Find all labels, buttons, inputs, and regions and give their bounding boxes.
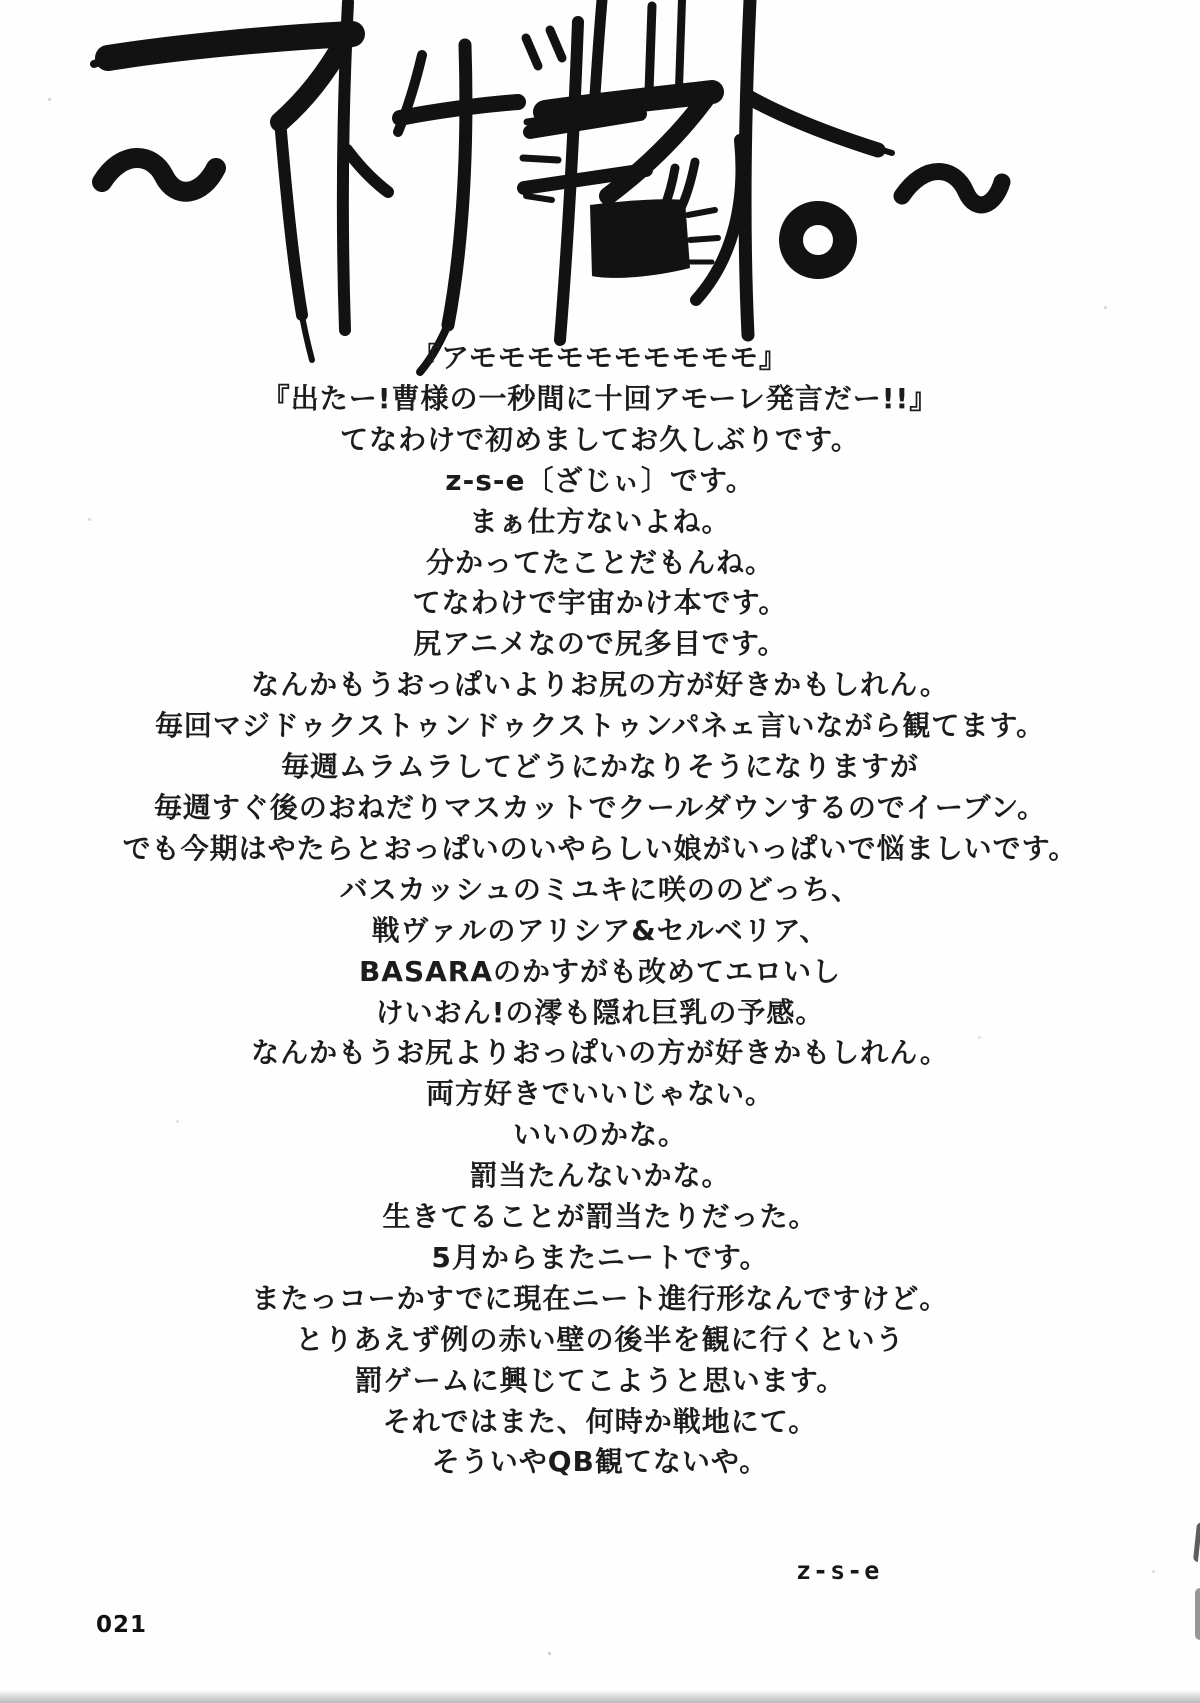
- text-line: z-s-e〔ざじぃ〕です。: [445, 463, 755, 497]
- scan-edge-smudge: [1195, 1588, 1200, 1640]
- text-line: 分かってたことだもんね。: [425, 545, 774, 579]
- text-line: 尻アニメなので尻多目です。: [413, 627, 787, 661]
- text-line: 戦ヴァルのアリシア&セルベリア、: [371, 913, 829, 947]
- text-line: 毎回マジドゥクストゥンドゥクストゥンパネェ言いながら観てます。: [154, 709, 1046, 743]
- text-line: 両方好きでいいじゃない。: [425, 1077, 774, 1111]
- text-line: いいのかな。: [512, 1118, 687, 1152]
- text-line: てなわけで宇宙かけ本です。: [412, 586, 788, 620]
- scan-noise: [48, 98, 51, 101]
- text-line: 罰ゲームに興じてこようと思います。: [354, 1363, 846, 1397]
- author-signature: z-s-e: [796, 1556, 882, 1585]
- text-line: 生きてることが罰当たりだった。: [382, 1200, 818, 1234]
- scan-edge-smudge: [1193, 1522, 1200, 1562]
- text-line: 『アモモモモモモモモモモ』: [412, 341, 788, 374]
- text-line: 『出たー!曹様の一秒間に十回アモーレ発言だー!!』: [261, 381, 939, 415]
- page-number: 021: [96, 1612, 148, 1638]
- text-line: BASARAのかすがも改めてエロいし: [358, 954, 842, 988]
- text-line: そういやQB観てないや。: [431, 1445, 769, 1479]
- text-line: なんかもうお尻よりおっぱいの方が好きかもしれん。: [251, 1036, 949, 1070]
- text-line: 5月からまたニートです。: [431, 1240, 769, 1274]
- afterword-text: [0, 338, 1200, 1483]
- text-line: またっコーかすでに現在ニート進行形なんですけど。: [251, 1281, 949, 1315]
- scan-bottom-edge: [0, 1690, 1200, 1703]
- text-line: まぁ仕方ないよね。: [469, 504, 731, 538]
- text-line: なんかもうおっぱいよりお尻の方が好きかもしれん。: [251, 668, 949, 702]
- text-line: 罰当たんないかな。: [469, 1159, 731, 1193]
- text-line: それではまた、何時か戦地にて。: [382, 1404, 818, 1438]
- text-line: けいおん!の澪も隠れ巨乳の予感。: [375, 995, 825, 1029]
- text-line: 毎週すぐ後のおねだりマスカットでクールダウンするのでイーブン。: [153, 790, 1047, 824]
- text-line: バスカッシュのミユキに咲ののどっち、: [339, 872, 861, 906]
- text-line: てなわけで初めましてお久しぶりです。: [340, 422, 860, 456]
- text-line: でも今期はやたらとおっぱいのいやらしい娘がいっぱいで悩ましいです。: [122, 831, 1078, 865]
- text-line: 毎週ムラムラしてどうにかなりそうになりますが: [281, 750, 919, 784]
- text-line: とりあえず例の赤い壁の後半を観に行くという: [295, 1322, 905, 1356]
